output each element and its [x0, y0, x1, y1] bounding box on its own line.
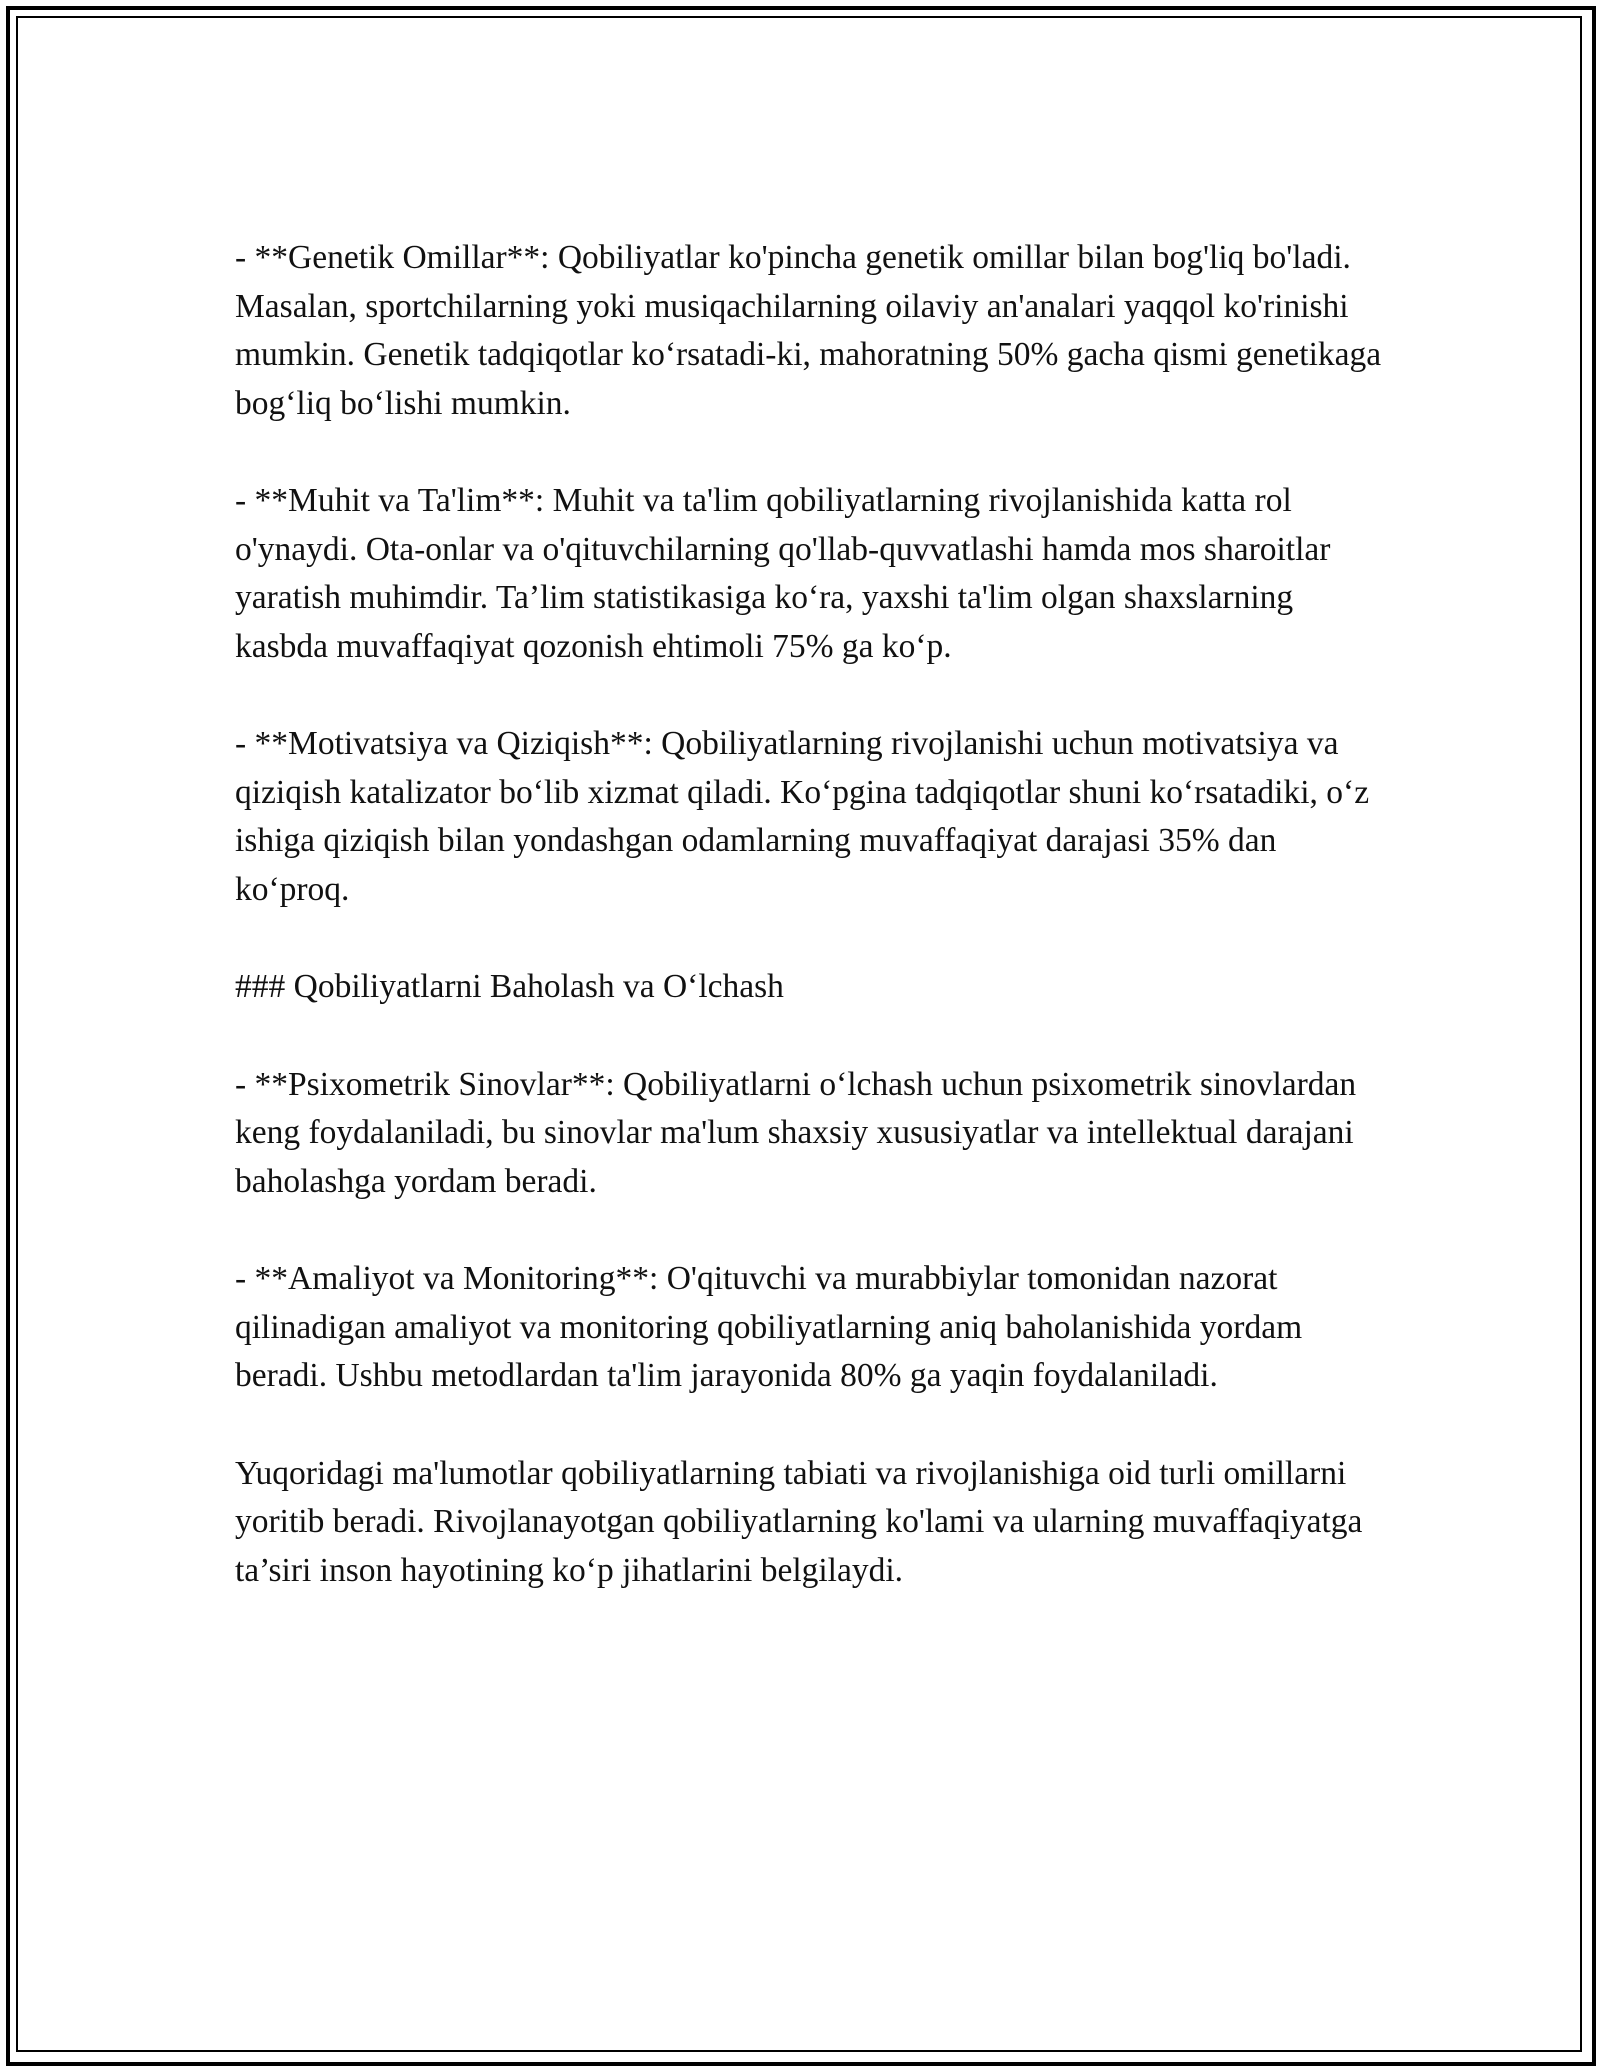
- paragraph-psixometrik-sinovlar: - **Psixometrik Sinovlar**: Qobiliyatlarni oʻlchash uchun psixometrik sinovlardan keng foydalaniladi, bu sinovlar ma'lum shaxsiy xususiyatlar va intellektual darajani baholashga yordam beradi.: [235, 1065, 1357, 1200]
- paragraph-motivatsiya-va-qiziqish: - **Motivatsiya va Qiziqish**: Qobiliyatlarning rivojlanishi uchun motivatsiya va qiziqish katalizator boʻlib xizmat qiladi. Koʻpgina tadqiqotlar shuni koʻrsatadiki, oʻz ishiga qiziqish bilan yondashgan odamlarning muvaffaqiyat darajasi 35% dan koʻproq.: [235, 725, 1370, 908]
- section-heading: ### Qobiliyatlarni Baholash va Oʻlchash: [235, 968, 784, 1005]
- paragraph-conclusion: Yuqoridagi ma'lumotlar qobiliyatlarning tabiati va rivojlanishiga oid turli omillarni yoritib beradi. Rivojlanayotgan qobiliyatlarning ko'lami va ularning muvaffaqiyatga ta’siri inson hayotining koʻp jihatlarini belgilaydi.: [235, 1454, 1363, 1589]
- document-body: [235, 234, 1385, 1595]
- paragraph-muhit-va-talim: - **Muhit va Ta'lim**: Muhit va ta'lim qobiliyatlarning rivojlanishida katta rol o'ynaydi. Ota-onlar va o'qituvchilarning qo'llab-quvvatlashi hamda mos sharoitlar yaratish muhimdir. Ta’lim statistikasiga koʻra, yaxshi ta'lim olgan shaxslarning kasbda muvaffaqiyat qozonish ehtimoli 75% ga koʻp.: [235, 482, 1331, 665]
- paragraph-amaliyot-va-monitoring: - **Amaliyot va Monitoring**: O'qituvchi va murabbiylar tomonidan nazorat qilinadigan amaliyot va monitoring qobiliyatlarning aniq baholanishida yordam beradi. Ushbu metodlardan ta'lim jarayonida 80% ga yaqin foydalaniladi.: [235, 1260, 1303, 1394]
- paragraph-genetik-omillar: - **Genetik Omillar**: Qobiliyatlar ko'pincha genetik omillar bilan bog'liq bo'ladi. Masalan, sportchilarning yoki musiqachilarning oilaviy an'analari yaqqol ko'rinishi mumkin. Genetik tadqiqotlar koʻrsatadi-ki, mahoratning 50% gacha qismi genetikaga bogʻliq boʻlishi mumkin.: [235, 239, 1382, 422]
